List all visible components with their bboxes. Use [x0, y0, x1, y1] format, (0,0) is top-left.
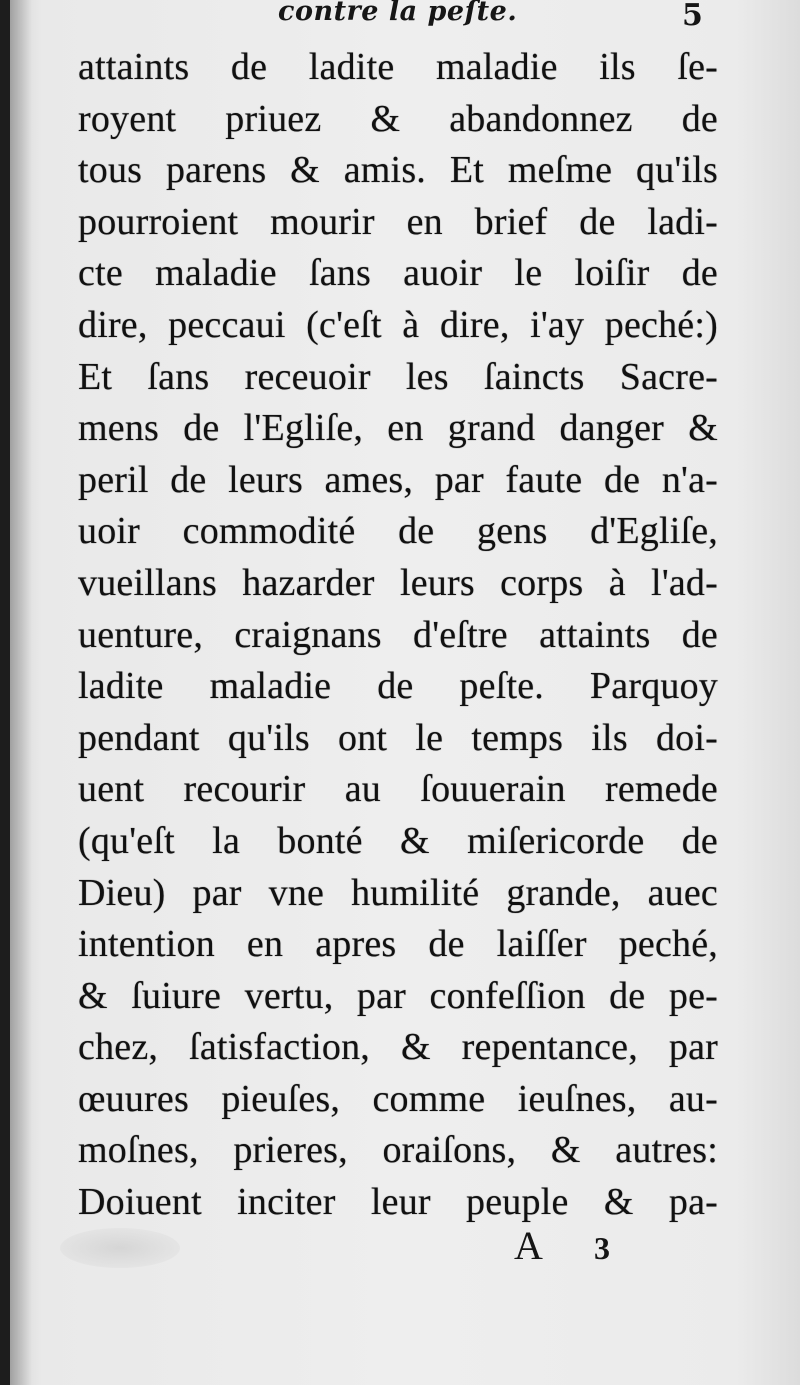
text-line: ladite maladie de peſte. Parquoy	[78, 665, 718, 708]
text-line: intention en apres de laiſſer peché,	[78, 923, 718, 966]
text-line: dire, peccaui (c'eſt à dire, i'ay peché:)	[78, 303, 718, 346]
text-line: vueillans hazarder leurs corps à l'ad-	[78, 561, 718, 604]
text-line: chez, ſatisfaction, & repentance, par	[78, 1026, 718, 1069]
text-line: œuures pieuſes, comme ieuſnes, au-	[78, 1077, 718, 1120]
text-line: uent recourir au ſouuerain remede	[78, 768, 718, 811]
running-title: contre la peſte.	[278, 0, 518, 27]
text-line: mens de l'Egliſe, en grand danger &	[78, 407, 718, 450]
text-line: pendant qu'ils ont le temps ils doi-	[78, 716, 718, 759]
gutter-shadow	[10, 0, 32, 1385]
text-line: attaints de ladite maladie ils ſe-	[78, 46, 718, 88]
paper-stain	[60, 1228, 180, 1268]
body-text	[78, 42, 718, 1229]
text-line: pourroient mourir en brief de ladi-	[78, 200, 718, 243]
text-line: moſnes, prieres, oraiſons, & autres:	[78, 1129, 718, 1172]
text-line: (qu'eſt la bonté & miſericorde de	[78, 819, 718, 862]
text-line: uoir commodité de gens d'Egliſe,	[78, 510, 718, 553]
text-line: uenture, craignans d'eſtre attaints de	[78, 613, 718, 656]
text-line: cte maladie ſans auoir le loiſir de	[78, 252, 718, 295]
text-line: peril de leurs ames, par faute de n'a-	[78, 458, 718, 501]
text-line: Et ſans receuoir les ſaincts Sacre-	[78, 355, 718, 398]
text-line: & ſuiure vertu, par confeſſion de pe-	[78, 974, 718, 1017]
text-line: tous parens & amis. Et meſme qu'ils	[78, 149, 718, 192]
page-header	[10, 0, 800, 32]
text-line: royent priuez & abandonnez de	[78, 97, 718, 140]
text-line: Doiuent inciter leur peuple & pa-	[78, 1181, 718, 1224]
book-page	[10, 0, 800, 1385]
signature-letter: A	[514, 1223, 543, 1268]
text-line: Dieu) par vne humilité grande, auec	[78, 871, 718, 914]
signature-number: 3	[594, 1230, 610, 1266]
page-number: 5	[682, 0, 703, 33]
